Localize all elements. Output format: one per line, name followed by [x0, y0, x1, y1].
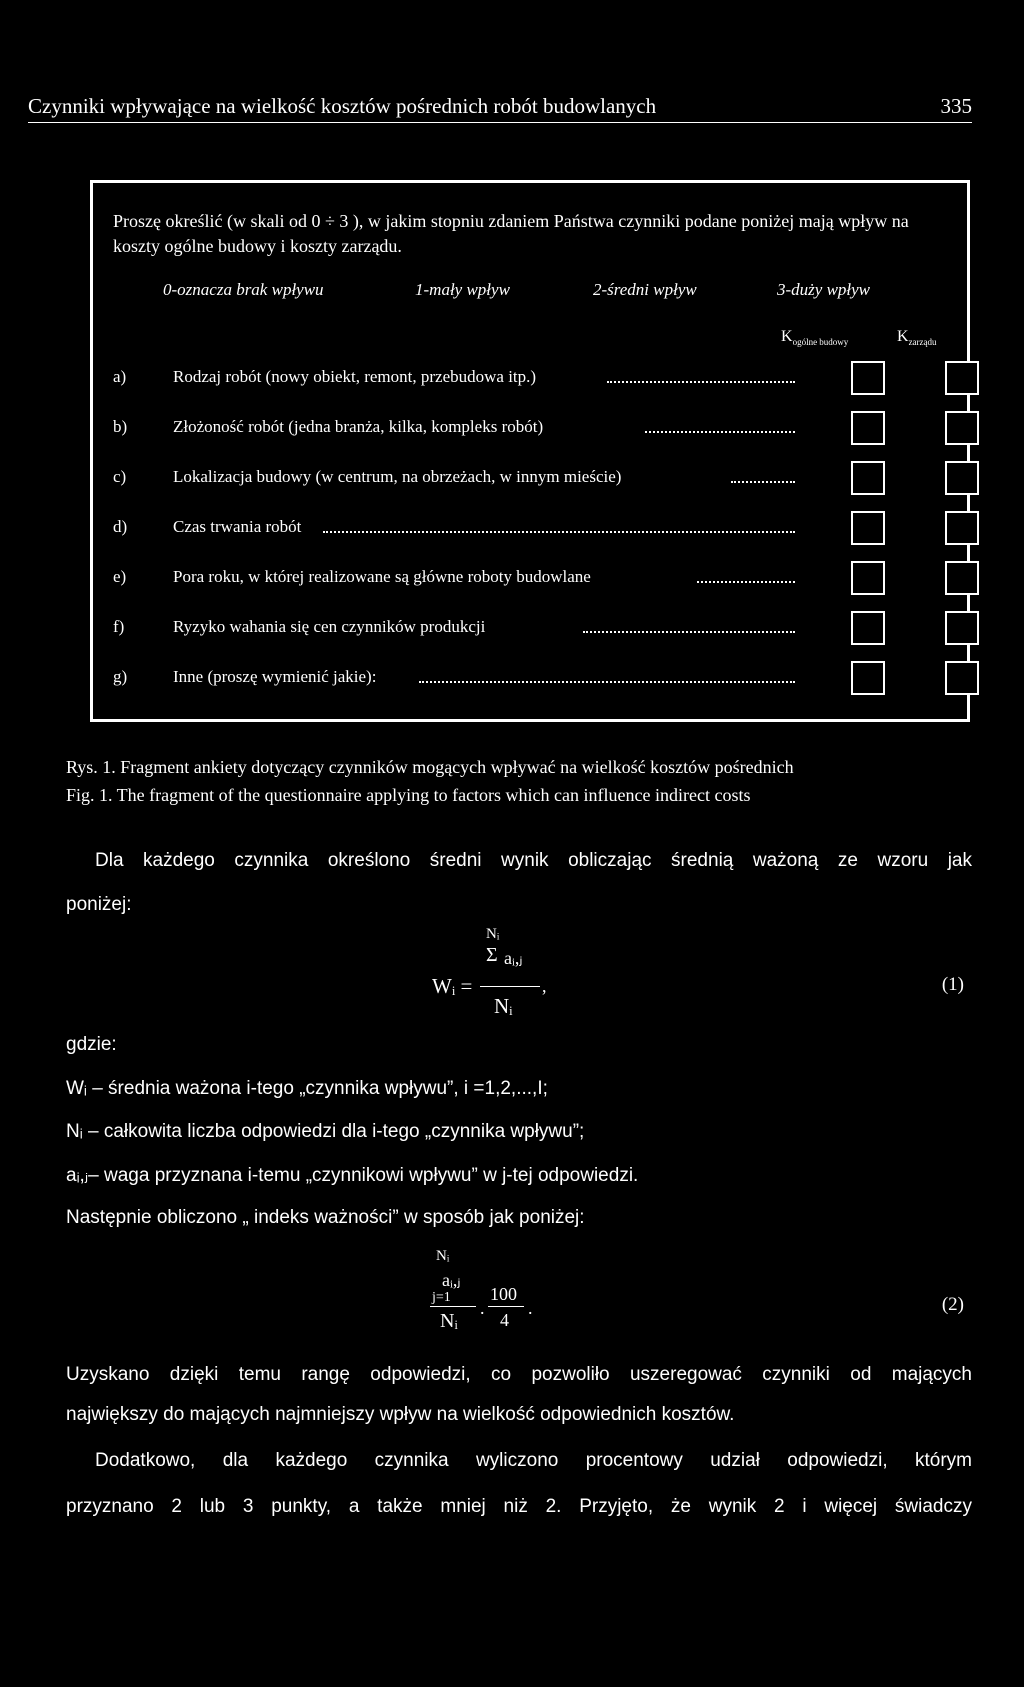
scale-label: 3-duży wpływ	[777, 280, 871, 299]
questionnaire-frame	[90, 180, 970, 722]
checkbox-koszty-zarzadu[interactable]	[945, 411, 979, 445]
questionnaire-item: e) Pora roku, w której realizowane są główne roboty budowlane	[113, 561, 953, 597]
equation-1: Nᵢ Σ aᵢ,ⱼ Wᵢ = , Nᵢ	[432, 926, 547, 1018]
definition-aij: aᵢ,ⱼ– waga przyznana i-temu „czynnikowi wpływu” w j-tej odpowiedzi.	[66, 1165, 639, 1186]
definition-wi: Wᵢ – średnia ważona i-tego „czynnika wpływu”, i =1,2,...,I;	[66, 1078, 548, 1099]
scale-label: 0-oznacza brak wpływu	[163, 280, 324, 299]
figure-caption-pl: Rys. 1. Fragment ankiety dotyczący czynników mogących wpływać na wielkość kosztów pośrednich	[66, 757, 794, 777]
scale-label: 2-średni wpływ	[593, 280, 697, 299]
scale-label: 1-mały wpływ	[415, 280, 510, 299]
gdzie-label: gdzie:	[66, 1034, 117, 1055]
checkbox-koszty-zarzadu[interactable]	[945, 461, 979, 495]
running-header	[28, 94, 972, 123]
questionnaire-item: g) Inne (proszę wymienić jakie):	[113, 661, 953, 697]
checkbox-koszty-ogolne[interactable]	[851, 411, 885, 445]
checkbox-koszty-zarzadu[interactable]	[945, 661, 979, 695]
questionnaire-item: b) Złożoność robót (jedna branża, kilka, kompleks robót)	[113, 411, 953, 447]
column-header-koszty-zarzadu: $K_{zarządu}$	[897, 328, 937, 348]
checkbox-koszty-zarzadu[interactable]	[945, 611, 979, 645]
checkbox-koszty-zarzadu[interactable]	[945, 361, 979, 395]
page-number: 335	[940, 94, 972, 118]
paragraph: Uzyskano dzięki temu rangę odpowiedzi, co pozwoliło uszeregować czynniki od mających	[66, 1364, 972, 1385]
leader-dots	[731, 481, 795, 483]
equation-number: (2)	[941, 1294, 964, 1315]
paragraph: Następnie obliczono „ indeks ważności” w sposób jak poniżej:	[66, 1207, 585, 1228]
checkbox-koszty-ogolne[interactable]	[851, 511, 885, 545]
paragraph: największy do mających najmniejszy wpływ na wielkość odpowiednich kosztów.	[66, 1404, 735, 1425]
column-header-koszty-ogolne: $K_{ogólne budowy}$	[781, 328, 849, 348]
checkbox-koszty-ogolne[interactable]	[851, 361, 885, 395]
paragraph: Dodatkowo, dla każdego czynnika wyliczono procentowy udział odpowiedzi, którym	[95, 1450, 972, 1471]
checkbox-koszty-zarzadu[interactable]	[945, 561, 979, 595]
checkbox-koszty-ogolne[interactable]	[851, 611, 885, 645]
equation-number: (1)	[941, 974, 964, 995]
figure-caption-en: Fig. 1. The fragment of the questionnaire applying to factors which can influence indirect costs	[66, 785, 751, 805]
equation-2: Nᵢ aᵢ,ⱼ j=1 Nᵢ . 100 4 .	[432, 1248, 533, 1332]
checkbox-koszty-ogolne[interactable]	[851, 561, 885, 595]
leader-dots	[645, 431, 795, 433]
questionnaire-item: a) Rodzaj robót (nowy obiekt, remont, przebudowa itp.)	[113, 361, 953, 397]
leader-dots	[583, 631, 795, 633]
questionnaire-item: d) Czas trwania robót	[113, 511, 953, 547]
checkbox-koszty-zarzadu[interactable]	[945, 511, 979, 545]
questionnaire-item: c) Lokalizacja budowy (w centrum, na obrzeżach, w innym mieście)	[113, 461, 953, 497]
checkbox-koszty-ogolne[interactable]	[851, 461, 885, 495]
checkbox-koszty-ogolne[interactable]	[851, 661, 885, 695]
leader-dots	[323, 531, 795, 533]
leader-dots	[419, 681, 795, 683]
paragraph: Dla każdego czynnika określono średni wynik obliczając średnią ważoną ze wzoru jak	[95, 850, 972, 871]
header-title: Czynniki wpływające na wielkość kosztów pośrednich robót budowlanych	[28, 94, 657, 118]
paragraph: przyznano 2 lub 3 punkty, a także mniej niż 2. Przyjęto, że wynik 2 i więcej świadczy	[66, 1496, 972, 1517]
questionnaire-item: f) Ryzyko wahania się cen czynników produkcji	[113, 611, 953, 647]
paragraph: poniżej:	[66, 894, 132, 915]
questionnaire-intro: Proszę określić (w skali od 0 ÷ 3 ), w jakim stopniu zdaniem Państwa czynniki podane poniżej mają wpływ na koszty ogólne budowy i koszty zarządu.	[113, 211, 909, 256]
leader-dots	[607, 381, 795, 383]
leader-dots	[697, 581, 795, 583]
definition-ni: Nᵢ – całkowita liczba odpowiedzi dla i-tego „czynnika wpływu”;	[66, 1121, 585, 1142]
